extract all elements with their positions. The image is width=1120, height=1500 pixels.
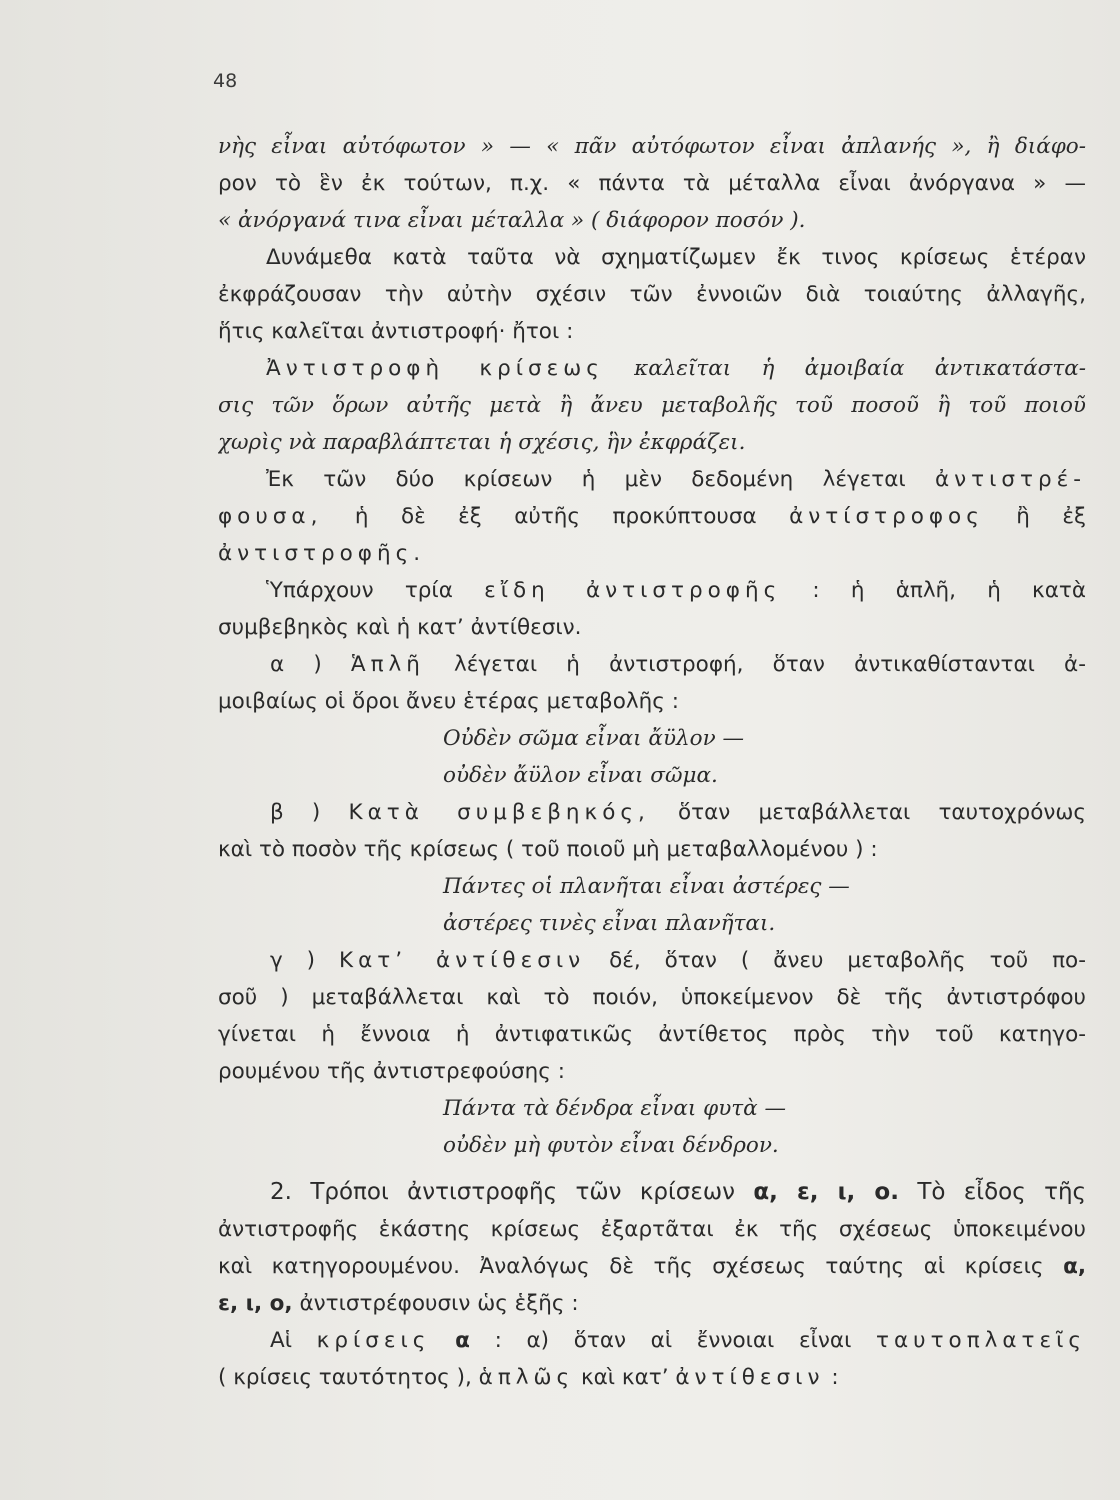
text-line bbox=[218, 276, 1086, 313]
list-marker: γ ) bbox=[270, 948, 316, 973]
text-line bbox=[218, 683, 1086, 720]
text-line bbox=[218, 498, 1086, 535]
text-span: νὴς εἶναι αὐτόφωτον » — « πᾶν αὐτόφωτον εἶναι ἀπλανής », ἢ διάφο- bbox=[218, 134, 1086, 159]
text-span: καὶ κατ’ bbox=[580, 1365, 669, 1390]
section-gap bbox=[218, 1164, 1086, 1174]
text-line bbox=[218, 609, 1086, 646]
text-span: δέ, ὅταν ( ἄνευ μεταβολῆς τοῦ πο- bbox=[609, 948, 1086, 973]
list-marker: β ) bbox=[270, 800, 321, 825]
text-line bbox=[218, 1211, 1086, 1248]
text-line bbox=[218, 239, 1086, 276]
spaced-term: Ἁπλῆ bbox=[350, 652, 425, 677]
text-line bbox=[218, 1322, 1086, 1359]
text-span: Πάντες οἱ πλανῆται εἶναι ἀστέρες — bbox=[443, 874, 850, 899]
heading-text: 2. Τρόποι ἀντιστροφῆς τῶν κρίσεων bbox=[270, 1179, 735, 1205]
text-span: ἥτις καλεῖται ἀντιστροφή· ἤτοι : bbox=[218, 319, 574, 344]
example-line bbox=[218, 905, 1086, 942]
example-line bbox=[218, 1090, 1086, 1127]
text-line bbox=[218, 461, 1086, 498]
text-span: ἡ δὲ ἐξ αὐτῆς προκύπτουσα bbox=[354, 504, 757, 529]
text-span: λέγεται ἡ ἀντιστροφή, ὅταν ἀντικαθίστανται ἀ- bbox=[454, 652, 1086, 677]
text-span: ἢ ἐξ bbox=[1016, 504, 1086, 529]
text-span: σις τῶν ὅρων αὐτῆς μετὰ ἢ ἄνευ μεταβολῆς τοῦ ποσοῦ ἢ τοῦ ποιοῦ bbox=[218, 393, 1086, 418]
text-span: καὶ τὸ ποσὸν τῆς κρίσεως ( τοῦ ποιοῦ μὴ μεταβαλλομένου ) : bbox=[218, 837, 878, 862]
page-number: 48 bbox=[213, 70, 238, 92]
spaced-term: κρίσεις bbox=[316, 1328, 431, 1353]
spaced-term: ταυτοπλατεῖς bbox=[876, 1328, 1086, 1353]
text-line bbox=[218, 942, 1086, 979]
bold-term: ε, ι, ο, bbox=[218, 1291, 293, 1316]
text-span: Οὐδὲν σῶμα εἶναι ἄϋλον — bbox=[443, 726, 744, 751]
section-heading bbox=[218, 1174, 1086, 1211]
text-span: καλεῖται ἡ ἀμοιβαία ἀντικατάστα- bbox=[634, 356, 1086, 381]
text-line bbox=[218, 313, 1086, 350]
text-span: Αἱ bbox=[270, 1328, 292, 1353]
text-span: ρουμένου τῆς ἀντιστρεφούσης : bbox=[218, 1059, 565, 1084]
text-span: ἐκφράζουσαν τὴν αὐτὴν σχέσιν τῶν ἐννοιῶν διὰ τοιαύτης ἀλλαγῆς, bbox=[218, 282, 1086, 307]
text-span: οὐδὲν μὴ φυτὸν εἶναι δένδρον. bbox=[443, 1133, 779, 1158]
text-span: γίνεται ἡ ἔννοια ἡ ἀντιφατικῶς ἀντίθετος πρὸς τὴν τοῦ κατηγο- bbox=[218, 1022, 1086, 1047]
text-line bbox=[218, 1285, 1086, 1322]
text-span: ἀντιστρέφουσιν ὡς ἑξῆς : bbox=[299, 1291, 579, 1316]
text-line bbox=[218, 535, 1086, 572]
text-line bbox=[218, 387, 1086, 424]
text-span: : bbox=[831, 1365, 839, 1390]
text-span: Τὸ εἶδος τῆς bbox=[917, 1179, 1086, 1205]
text-line bbox=[218, 165, 1086, 202]
definition-line bbox=[218, 350, 1086, 387]
text-line bbox=[218, 424, 1086, 461]
spaced-term: ἁπλῶς bbox=[478, 1365, 575, 1390]
text-line bbox=[218, 1016, 1086, 1053]
text-line bbox=[218, 979, 1086, 1016]
text-span: ὅταν μεταβάλλεται ταυτοχρόνως bbox=[678, 800, 1086, 825]
text-line bbox=[218, 202, 1086, 239]
text-span: ( κρίσεις ταυτότητος ), bbox=[218, 1365, 472, 1390]
text-span: καὶ κατηγορουμένου. Ἀναλόγως δὲ τῆς σχέσεως ταύτης αἱ κρίσεις bbox=[218, 1254, 1044, 1279]
spaced-term: φουσα, bbox=[218, 504, 323, 529]
text-span: : α) ὅταν αἱ ἔννοιαι εἶναι bbox=[494, 1328, 852, 1353]
spaced-term: Ἀντιστροφὴ κρίσεως bbox=[266, 356, 604, 381]
text-span: ρον τὸ ἓν ἐκ τούτων, π.χ. « πάντα τὰ μέταλλα εἶναι ἀνόργανα » — bbox=[218, 171, 1086, 196]
text-span: : ἡ ἁπλῆ, ἡ κατὰ bbox=[812, 578, 1086, 603]
text-line bbox=[218, 1053, 1086, 1090]
text-span: Ἐκ τῶν δύο κρίσεων ἡ μὲν δεδομένη λέγεται bbox=[266, 467, 906, 492]
text-span: σοῦ ) μεταβάλλεται καὶ τὸ ποιόν, ὑποκείμενον δὲ τῆς ἀντιστρόφου bbox=[218, 985, 1086, 1010]
example-line bbox=[218, 757, 1086, 794]
list-marker: α ) bbox=[270, 652, 322, 677]
text-line bbox=[218, 1248, 1086, 1285]
example-line bbox=[218, 868, 1086, 905]
text-line bbox=[218, 794, 1086, 831]
spaced-term: ἀντίστροφος bbox=[789, 504, 984, 529]
text-span: ἀστέρες τινὲς εἶναι πλανῆται. bbox=[443, 911, 776, 936]
text-line bbox=[218, 1359, 1086, 1396]
text-span: « ἀνόργανά τινα εἶναι μέταλλα » ( διάφορον ποσόν ). bbox=[218, 208, 806, 233]
spaced-term: ἀντιστρέ- bbox=[935, 467, 1086, 492]
text-line bbox=[218, 128, 1086, 165]
text-span: Πάντα τὰ δένδρα εἶναι φυτὰ — bbox=[443, 1096, 787, 1121]
text-span: συμβεβηκὸς καὶ ἡ κατ’ ἀντίθεσιν. bbox=[218, 615, 582, 640]
spaced-term: εἴδη ἀντιστροφῆς bbox=[484, 578, 782, 603]
text-span: οὐδὲν ἄϋλον εἶναι σῶμα. bbox=[443, 763, 718, 788]
spaced-term: Κατ’ ἀντίθεσιν bbox=[339, 948, 586, 973]
example-line bbox=[218, 720, 1086, 757]
text-line bbox=[218, 646, 1086, 683]
bold-term: α, bbox=[1063, 1254, 1086, 1279]
text-span: μοιβαίως οἱ ὅροι ἄνευ ἑτέρας μεταβολῆς : bbox=[218, 689, 679, 714]
text-span: Δυνάμεθα κατὰ ταῦτα νὰ σχηματίζωμεν ἔκ τινος κρίσεως ἑτέραν bbox=[266, 245, 1086, 270]
bold-term: α, ε, ι, ο. bbox=[753, 1179, 899, 1205]
text-span: ἀντιστροφῆς ἑκάστης κρίσεως ἐξαρτᾶται ἐκ τῆς σχέσεως ὑποκειμένου bbox=[218, 1217, 1086, 1242]
bold-term: α bbox=[455, 1328, 470, 1353]
text-line bbox=[218, 572, 1086, 609]
text-line bbox=[218, 831, 1086, 868]
spaced-term: ἀντίθεσιν bbox=[675, 1365, 825, 1390]
spaced-term: Κατὰ συμβεβηκός, bbox=[348, 800, 650, 825]
text-span: χωρὶς νὰ παραβλάπτεται ἡ σχέσις, ἣν ἐκφράζει. bbox=[218, 430, 746, 455]
text-span: Ὑπάρχουν τρία bbox=[266, 578, 453, 603]
spaced-term: ἀντιστροφῆς. bbox=[218, 541, 426, 566]
example-line bbox=[218, 1127, 1086, 1164]
body-text bbox=[218, 128, 1086, 1396]
